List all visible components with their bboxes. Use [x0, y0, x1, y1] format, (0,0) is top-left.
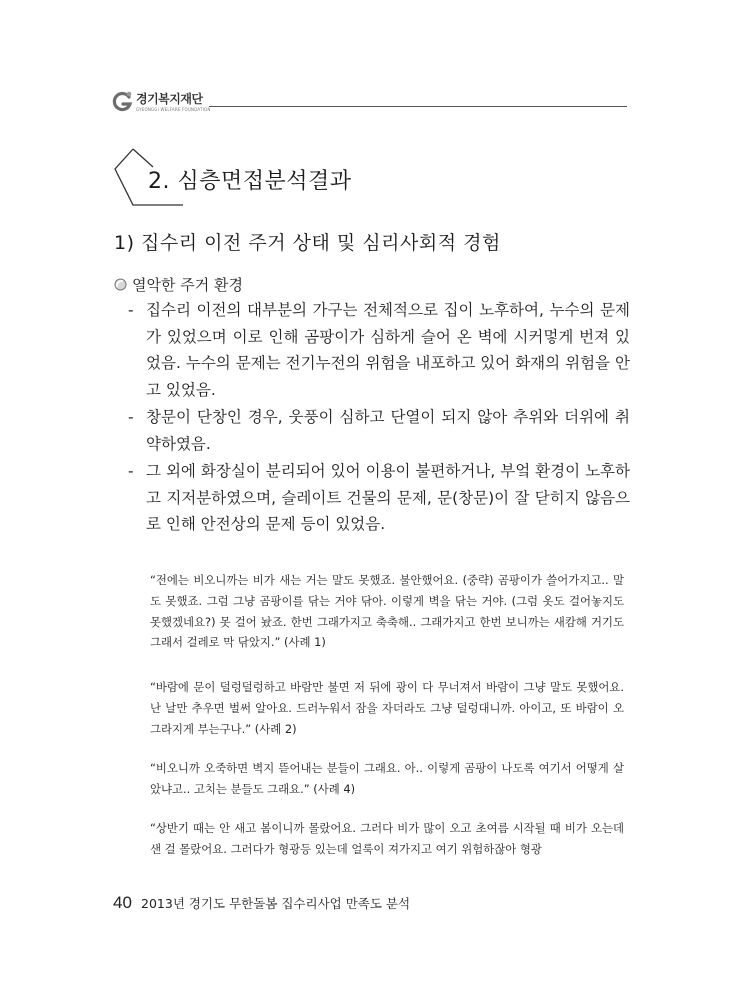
org-subtitle: GYEONGGI WELFARE FOUNDATION — [136, 107, 211, 112]
bullet-item — [128, 458, 630, 538]
page-footer — [113, 893, 410, 913]
section-title: 2. 심층면접분석결과 — [148, 169, 352, 194]
subsection-title: 1) 집수리 이전 주거 상태 및 심리사회적 경험 — [114, 232, 501, 254]
bullet-item — [128, 404, 630, 457]
bullet-text: 그 외에 화장실이 분리되어 있어 이용이 불편하거나, 부엌 환경이 노후하고 지저분하였으며, 슬레이트 건물의 문제, 문(창문)이 잘 닫히지 않음으로 인해 안전상의 문제 등이 있었음. — [146, 462, 630, 533]
gyeonggi-foundation-logo-icon — [112, 90, 134, 112]
bullet-dash: - — [128, 301, 134, 319]
page-header — [112, 88, 627, 118]
topic-heading — [114, 274, 243, 295]
bullet-text: 집수리 이전의 대부분의 가구는 전체적으로 집이 노후하여, 누수의 문제가 있었으며 이로 인해 곰팡이가 심하게 슬어 온 벽에 시커멓게 번져 있었음. 누수의 문제는 전기누전의 위험을 내포하고 있어 화재의 위험을 안고 있었음. — [146, 301, 630, 399]
topic-label: 열악한 주거 환경 — [132, 276, 243, 294]
page-number: 40 — [113, 893, 132, 912]
interview-quote: “상반기 때는 안 새고 봄이니까 몰랐어요. 그러다 비가 많이 오고 초여름 시작될 때 비가 오는데 샌 걸 몰랐어요. 그러다가 형광등 있는데 얼룩이 져가지고 여기 위험하잖아 형광 — [150, 821, 624, 856]
report-title: 2013년 경기도 무한돌봄 집수리사업 만족도 분석 — [141, 896, 411, 911]
bullet-dash: - — [128, 408, 134, 426]
org-name: 경기복지재단 — [136, 92, 203, 106]
bullet-item — [128, 297, 630, 403]
round-bullet-icon — [114, 278, 127, 291]
interview-quote: “바람에 문이 덜렁덜렁하고 바람만 불면 저 뒤에 광이 다 무너져서 바람이 그냥 말도 못했어요. 난 날만 추우면 벌써 알아요. 드러누워서 잠을 자더라도 그냥 덜렁대니까. 아이고, 또 바람이 오그라지게 부는구나.” (사례 2) — [150, 680, 624, 736]
header-divider — [209, 106, 627, 107]
bullet-text: 창문이 단창인 경우, 웃풍이 심하고 단열이 되지 않아 추위와 더위에 취약하였음. — [146, 408, 630, 453]
interview-quote: “비오니까 오죽하면 벽지 뜯어내는 분들이 그래요. 아.. 이렇게 곰팡이 나도록 여기서 어떻게 살았냐고.. 고치는 분들도 그래요.” (사례 4) — [150, 761, 624, 796]
interview-quote: “전에는 비오니까는 비가 새는 거는 말도 못했죠. 불안했어요. (중략) 곰팡이가 쓸어가지고.. 말도 못했죠. 그럼 그냥 곰팡이를 닦는 거야 닦아. 이렇게 벽을 닦는 거야. (그럼 옷도 걸어놓지도 못했겠네요?) 못 걸어 놨죠. 한번 그래가지고 축축해.. 그래가지고 한번 보니까는 새캄해 거기도 그래서 걸레로 막 닦았지.” (사례 1) — [150, 573, 624, 650]
bullet-dash: - — [128, 462, 134, 480]
